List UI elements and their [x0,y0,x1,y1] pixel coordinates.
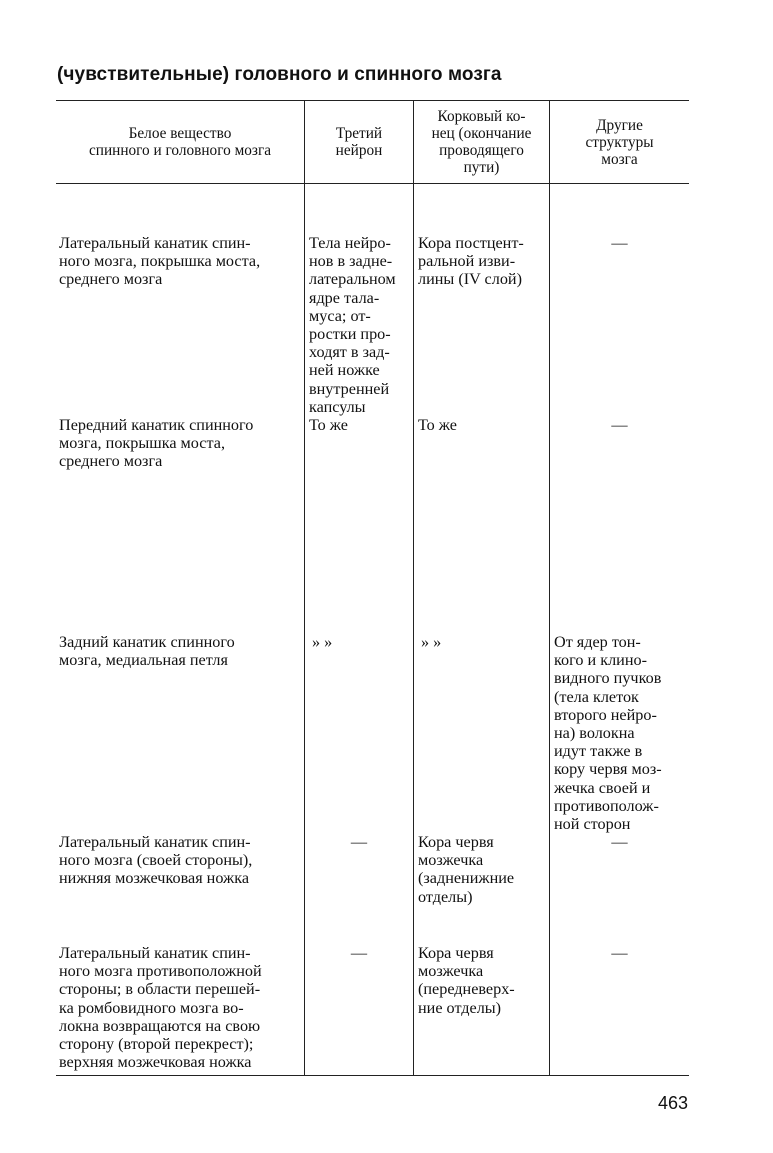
table-cell-third-neuron: — [350,833,368,851]
column-header-white-matter: Белое вещество спинного и головного мозга [88,125,272,159]
header-bottom-rule [56,183,689,184]
column-divider-1 [304,101,305,1075]
table-cell-cortical-end: Кора червя мозжечка (передневерх- ние отделы) [418,944,515,1017]
column-header-other-structures: Другие структуры мозга [585,117,654,168]
table-cell-other-structures: — [611,944,628,962]
table-cell-cortical-end: Кора червя мозжечка (задненижние отделы) [418,833,515,906]
page-number: 463 [657,1093,688,1113]
table-cell-third-neuron: — [350,944,368,962]
table-cell-other-structures: — [611,234,628,252]
table-cell-cortical-end: То же [418,416,457,434]
table-cell-white-matter: Латеральный канатик спин- ного мозга (своей стороны), нижняя мозжечковая ножка [59,833,253,888]
column-header-third-neuron: Третий нейрон [335,125,383,159]
column-header-cortical-end: Корковый ко- нец (окончание проводящего пути) [431,108,532,176]
table-cell-other-structures: — [611,416,628,434]
table-cell-white-matter: Латеральный канатик спин- ного мозга противоположной стороны; в области перешей- ка ромбовидного мозга во- локна возвращаются на свою сторону (второй перекрест); верхняя мозжечковая ножка [59,944,262,1072]
table-cell-white-matter: Латеральный канатик спин- ного мозга, покрышка моста, среднего мозга [59,234,261,289]
table-top-rule [56,100,689,101]
table-bottom-rule [56,1075,689,1076]
table-cell-third-neuron: То же [309,416,348,434]
table-cell-white-matter: Задний канатик спинного мозга, медиальная петля [59,633,235,670]
table-cell-other-structures: От ядер тон- кого и клино- видного пучков (тела клеток второго нейро- на) волокна идут также в кору червя моз- жечка своей и противополож- ной сторон [554,633,662,834]
table-cell-cortical-end: Кора постцент- ральной изви- лины (IV слой) [418,234,524,289]
table-cell-third-neuron: Тела нейро- нов в задне- латеральном ядре тала- муса; от- ростки про- ходят в зад- ней ножке внутренней капсулы [309,234,396,416]
table-cell-cortical-end: » » [421,633,442,651]
table-heading: (чувствительные) головного и спинного мозга [57,64,502,85]
column-divider-3 [549,101,550,1075]
table-cell-third-neuron: » » [312,633,333,651]
table-cell-white-matter: Передний канатик спинного мозга, покрышка моста, среднего мозга [59,416,254,471]
table-cell-other-structures: — [611,833,628,851]
column-divider-2 [413,101,414,1075]
